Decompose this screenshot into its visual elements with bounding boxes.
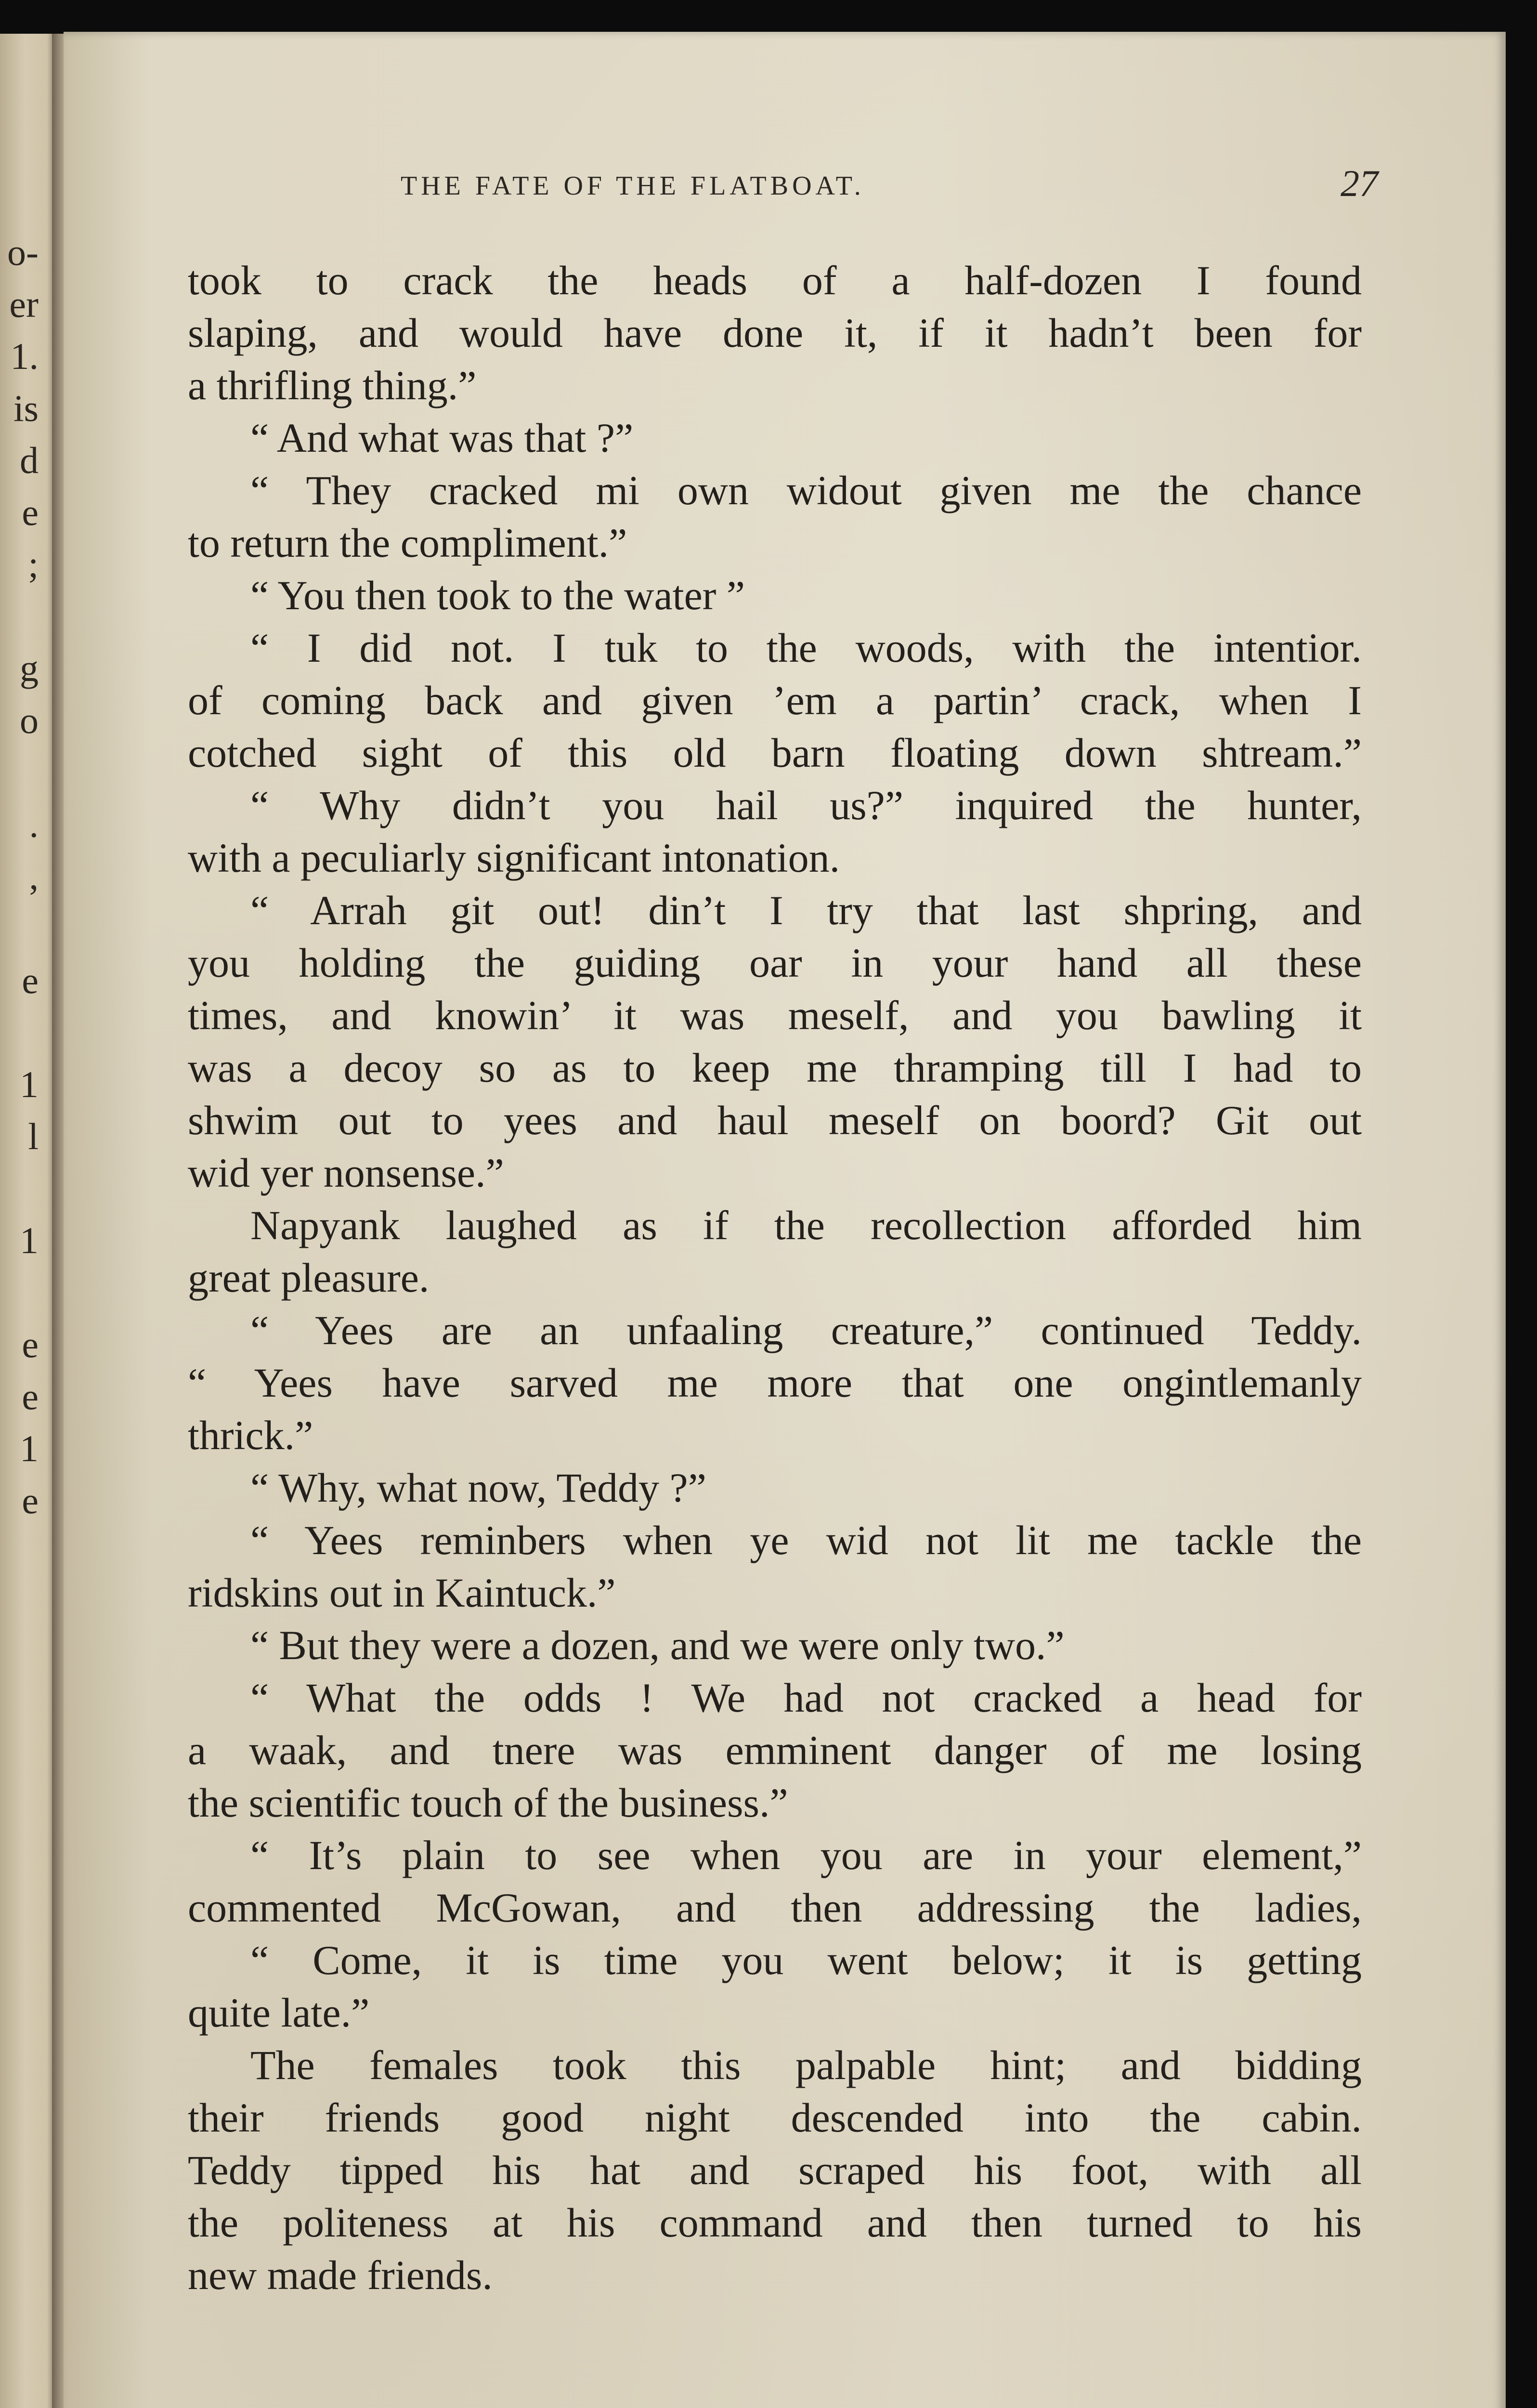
text-line: the politeness at his command and then turned to his bbox=[188, 2199, 1362, 2246]
prev-fragment bbox=[0, 1007, 39, 1059]
text-line: slaping, and would have done it, if it hadn’t been for bbox=[188, 310, 1362, 356]
text-line: “ Yees reminbers when ye wid not lit me tackle the bbox=[250, 1517, 1362, 1563]
text-line: “ Yees are an unfaaling creature,” continued Teddy. bbox=[250, 1307, 1362, 1353]
prev-fragment: is bbox=[13, 387, 39, 429]
prev-fragment: er bbox=[9, 283, 39, 325]
prev-fragment: e bbox=[22, 1479, 39, 1521]
text-line: of coming back and given ’em a partin’ crack, when I bbox=[188, 677, 1362, 723]
prev-fragment: 1 bbox=[20, 1219, 39, 1261]
text-line: thrick.” bbox=[188, 1412, 313, 1458]
prev-fragment: l bbox=[28, 1115, 39, 1157]
text-line: new made friends. bbox=[188, 2252, 493, 2298]
prev-fragment bbox=[0, 1163, 39, 1215]
prev-fragment: 1 bbox=[20, 1063, 39, 1105]
prev-fragment bbox=[0, 746, 39, 798]
page-header bbox=[401, 161, 1378, 214]
book-page bbox=[64, 32, 1506, 2408]
text-line: “ Come, it is time you went below; it is getting bbox=[250, 1937, 1362, 1983]
prev-fragment: g bbox=[20, 647, 39, 689]
prev-fragment: e bbox=[22, 491, 39, 533]
text-line: commented McGowan, and then addressing the ladies, bbox=[188, 1885, 1362, 1931]
text-line: “ It’s plain to see when you are in your element,” bbox=[250, 1832, 1362, 1878]
text-line: shwim out to yees and haul meself on boord? Git out bbox=[188, 1097, 1362, 1143]
prev-fragment: 1 bbox=[20, 1427, 39, 1469]
text-line: quite late.” bbox=[188, 1989, 370, 2036]
text-line: their friends good night descended into the cabin. bbox=[188, 2094, 1362, 2141]
text-line: a thrifling thing.” bbox=[188, 362, 477, 408]
text-line: “ I did not. I tuk to the woods, with the intentior. bbox=[250, 625, 1362, 671]
text-line: “ Yees have sarved me more that one ongintlemanly bbox=[188, 1360, 1362, 1406]
body-text bbox=[188, 254, 1362, 2302]
prev-fragment: e bbox=[22, 1323, 39, 1365]
prev-fragment: e bbox=[22, 959, 39, 1001]
text-line: ridskins out in Kaintuck.” bbox=[188, 1570, 616, 1616]
text-line: “ But they were a dozen, and we were only two.” bbox=[250, 1622, 1065, 1668]
prev-fragment: o- bbox=[7, 231, 39, 273]
text-line: wid yer nonsense.” bbox=[188, 1150, 504, 1196]
text-line: “ Arrah git out! din’t I try that last shpring, and bbox=[250, 887, 1362, 933]
text-line: times, and knowin’ it was meself, and you bawling it bbox=[188, 992, 1362, 1038]
prev-fragment: 1. bbox=[10, 335, 39, 377]
prev-fragment bbox=[0, 590, 39, 642]
running-head: THE FATE OF THE FLATBOAT. bbox=[401, 171, 865, 201]
text-line: Teddy tipped his hat and scraped his foot, with all bbox=[188, 2147, 1362, 2193]
text-line: great pleasure. bbox=[188, 1255, 430, 1301]
text-line: “ Why, what now, Teddy ?” bbox=[250, 1465, 706, 1511]
text-line: you holding the guiding oar in your hand all these bbox=[188, 940, 1362, 986]
previous-page-text-fragments bbox=[0, 226, 39, 1527]
text-line: The females took this palpable hint; and bidding bbox=[250, 2042, 1362, 2088]
prev-fragment: d bbox=[20, 439, 39, 481]
prev-fragment: . bbox=[29, 803, 39, 845]
text-line: “ Why didn’t you hail us?” inquired the hunter, bbox=[250, 782, 1362, 828]
page-number: 27 bbox=[1341, 162, 1378, 204]
text-line: a waak, and tnere was emminent danger of me losing bbox=[188, 1727, 1362, 1773]
prev-fragment bbox=[0, 1267, 39, 1319]
text-line: “ You then took to the water ” bbox=[250, 572, 745, 618]
prev-fragment: ; bbox=[28, 543, 39, 585]
text-line: Napyank laughed as if the recollection afforded him bbox=[250, 1202, 1362, 1248]
text-line: the scientific touch of the business.” bbox=[188, 1780, 788, 1826]
prev-fragment: , bbox=[29, 855, 39, 897]
text-line: “ They cracked mi own widout given me the chance bbox=[250, 467, 1362, 513]
text-line: with a peculiarly significant intonation. bbox=[188, 835, 840, 881]
prev-fragment: e bbox=[22, 1375, 39, 1417]
text-line: “ And what was that ?” bbox=[250, 415, 634, 461]
text-line: was a decoy so as to keep me thramping till I had to bbox=[188, 1045, 1362, 1091]
prev-fragment bbox=[0, 903, 39, 955]
text-line: to return the compliment.” bbox=[188, 520, 627, 566]
text-line: “ What the odds ! We had not cracked a head for bbox=[250, 1675, 1362, 1721]
text-line: took to crack the heads of a half-dozen I found bbox=[188, 257, 1362, 303]
text-line: cotched sight of this old barn floating down shtream.” bbox=[188, 730, 1362, 776]
prev-fragment: o bbox=[20, 699, 39, 741]
